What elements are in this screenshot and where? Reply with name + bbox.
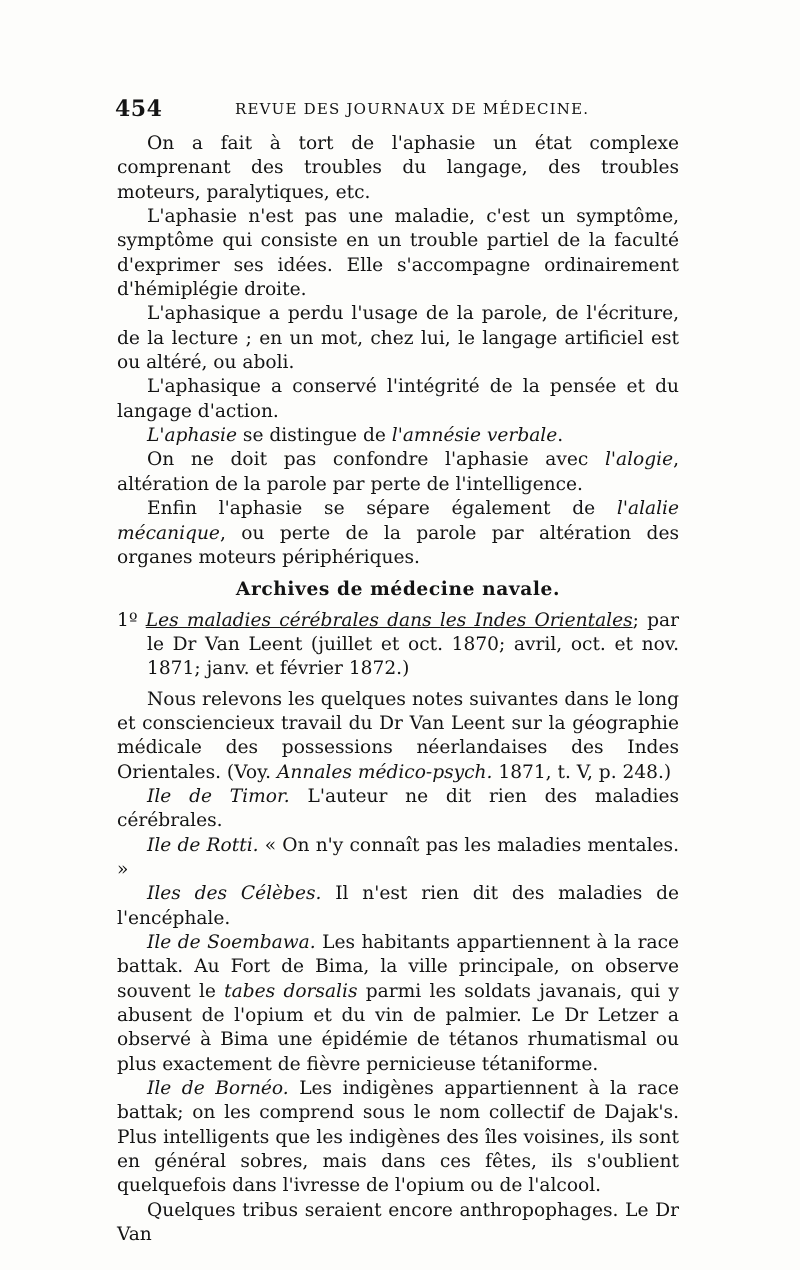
paragraph-van-leent bbox=[117, 688, 679, 785]
page-header bbox=[115, 96, 685, 124]
place-rotti: Ile de Rotti. bbox=[147, 834, 259, 856]
paragraph-alogia bbox=[117, 448, 679, 497]
section-heading: Archives de médecine navale. bbox=[235, 579, 561, 601]
term-alogie: l'alogie bbox=[604, 449, 674, 471]
paragraph-amnesia-end: . bbox=[557, 425, 564, 447]
reference-title: Les maladies cérébrales dans les Indes Orientales bbox=[145, 609, 633, 631]
term-tabes-dorsalis: tabes dorsalis bbox=[224, 980, 358, 1002]
body-text bbox=[117, 132, 679, 1247]
page-number: 454 bbox=[115, 96, 163, 122]
reference-number: 1º bbox=[117, 609, 146, 631]
paragraph-timor bbox=[117, 785, 679, 834]
reference-details: ; par le Dr Van Leent (juillet et oct. 1870; avril, oct. et nov. 1871; janv. et février 1872.) bbox=[147, 609, 680, 680]
paragraph-aphasic-kept: L'aphasique a conservé l'intégrité de la pensée et du langage d'action. bbox=[117, 376, 679, 422]
place-borneo: Ile de Bornéo. bbox=[147, 1078, 289, 1100]
paragraph-amnesia-text: se distingue de bbox=[237, 425, 392, 447]
paragraph-alogia-end: , altération de la parole par perte de l'intelligence. bbox=[117, 449, 679, 495]
paragraph-alalia-text: Enfin l'aphasie se sépare également de bbox=[147, 498, 617, 520]
paragraph-alalia-end: , ou perte de la parole par altération des organes moteurs périphériques. bbox=[117, 522, 679, 568]
spacer bbox=[117, 570, 679, 576]
paragraph-celebes bbox=[117, 882, 679, 931]
paragraph-celebes-text: Il n'est rien dit des maladies de l'encéphale. bbox=[117, 883, 679, 929]
paragraph-aphasia-symptom: L'aphasie n'est pas une maladie, c'est un symptôme, symptôme qui consiste en un trouble partiel de la faculté d'exprimer ses idées. Elle s'accompagne ordinairement d'hémiplégie droite. bbox=[117, 206, 679, 301]
paragraph-soembawa-text: Les habitants appartiennent à la race battak. Au Fort de Bima, la ville principale, on observe souvent le bbox=[117, 932, 679, 1002]
paragraph-aphasia-complex: On a fait à tort de l'aphasie un état complexe comprenant des troubles du langage, des troubles moteurs, paralytiques, etc. bbox=[117, 133, 679, 203]
running-head: REVUE DES JOURNAUX DE MÉDECINE. bbox=[235, 100, 590, 118]
paragraph-borneo bbox=[117, 1077, 679, 1199]
place-celebes: Iles des Célèbes. bbox=[147, 883, 322, 905]
paragraph-aphasic-lost: L'aphasique a perdu l'usage de la parole, de l'écriture, de la lecture ; en un mot, chez lui, le langage artificiel est ou altéré, ou aboli. bbox=[117, 303, 679, 374]
paragraph-borneo-text: Les indigènes appartiennent à la race battak; on les comprend sous le nom collectif de Dajak's. Plus intelligents que les indigènes des îles voisines, ils sont en général sobres, mais dans ces fêtes, ils s'oublient quelquefois dans l'ivresse de l'opium ou de l'alcool. bbox=[117, 1078, 679, 1197]
term-amnesie-verbale: l'amnésie verbale bbox=[391, 425, 558, 447]
paragraph-soembawa-end: parmi les soldats javanais, qui y abusent de l'opium et du vin de palmier. Le Dr Letzer a observé à Bima une épidémie de tétanos rhumatismal ou plus exactement de fièvre pernicieuse tétaniforme. bbox=[117, 980, 679, 1075]
term-alalie-mecanique: l'alalie mécanique bbox=[117, 498, 679, 544]
paragraph-rotti bbox=[117, 834, 679, 883]
paragraph-alalia bbox=[117, 497, 679, 570]
paragraph-amnesia bbox=[117, 424, 679, 448]
paragraph-alogia-text: On ne doit pas confondre l'aphasie avec bbox=[147, 449, 605, 471]
journal-citation: Annales médico-psych. bbox=[276, 761, 493, 783]
paragraph-timor-text: L'auteur ne dit rien des maladies cérébrales. bbox=[117, 785, 680, 832]
term-aphasie: L'aphasie bbox=[147, 425, 237, 447]
paragraph-van-leent-text: Nous relevons les quelques notes suivantes dans le long et consciencieux travail du Dr Van Leent sur la géographie médicale des possessions néerlandaises des Indes Orientales. (Voy. bbox=[117, 688, 679, 783]
paragraph-soembawa bbox=[117, 931, 679, 1077]
reference-entry bbox=[117, 609, 679, 682]
paragraph-rotti-text: « On n'y connaît pas les maladies mentales. » bbox=[117, 834, 679, 880]
place-timor: Ile de Timor. bbox=[147, 785, 290, 807]
paragraph-tribes: Quelques tribus seraient encore anthropophages. Le Dr Van bbox=[117, 1199, 679, 1246]
paragraph-van-leent-end: 1871, t. V, p. 248.) bbox=[492, 761, 672, 783]
place-soembawa: Ile de Soembawa. bbox=[147, 932, 316, 953]
